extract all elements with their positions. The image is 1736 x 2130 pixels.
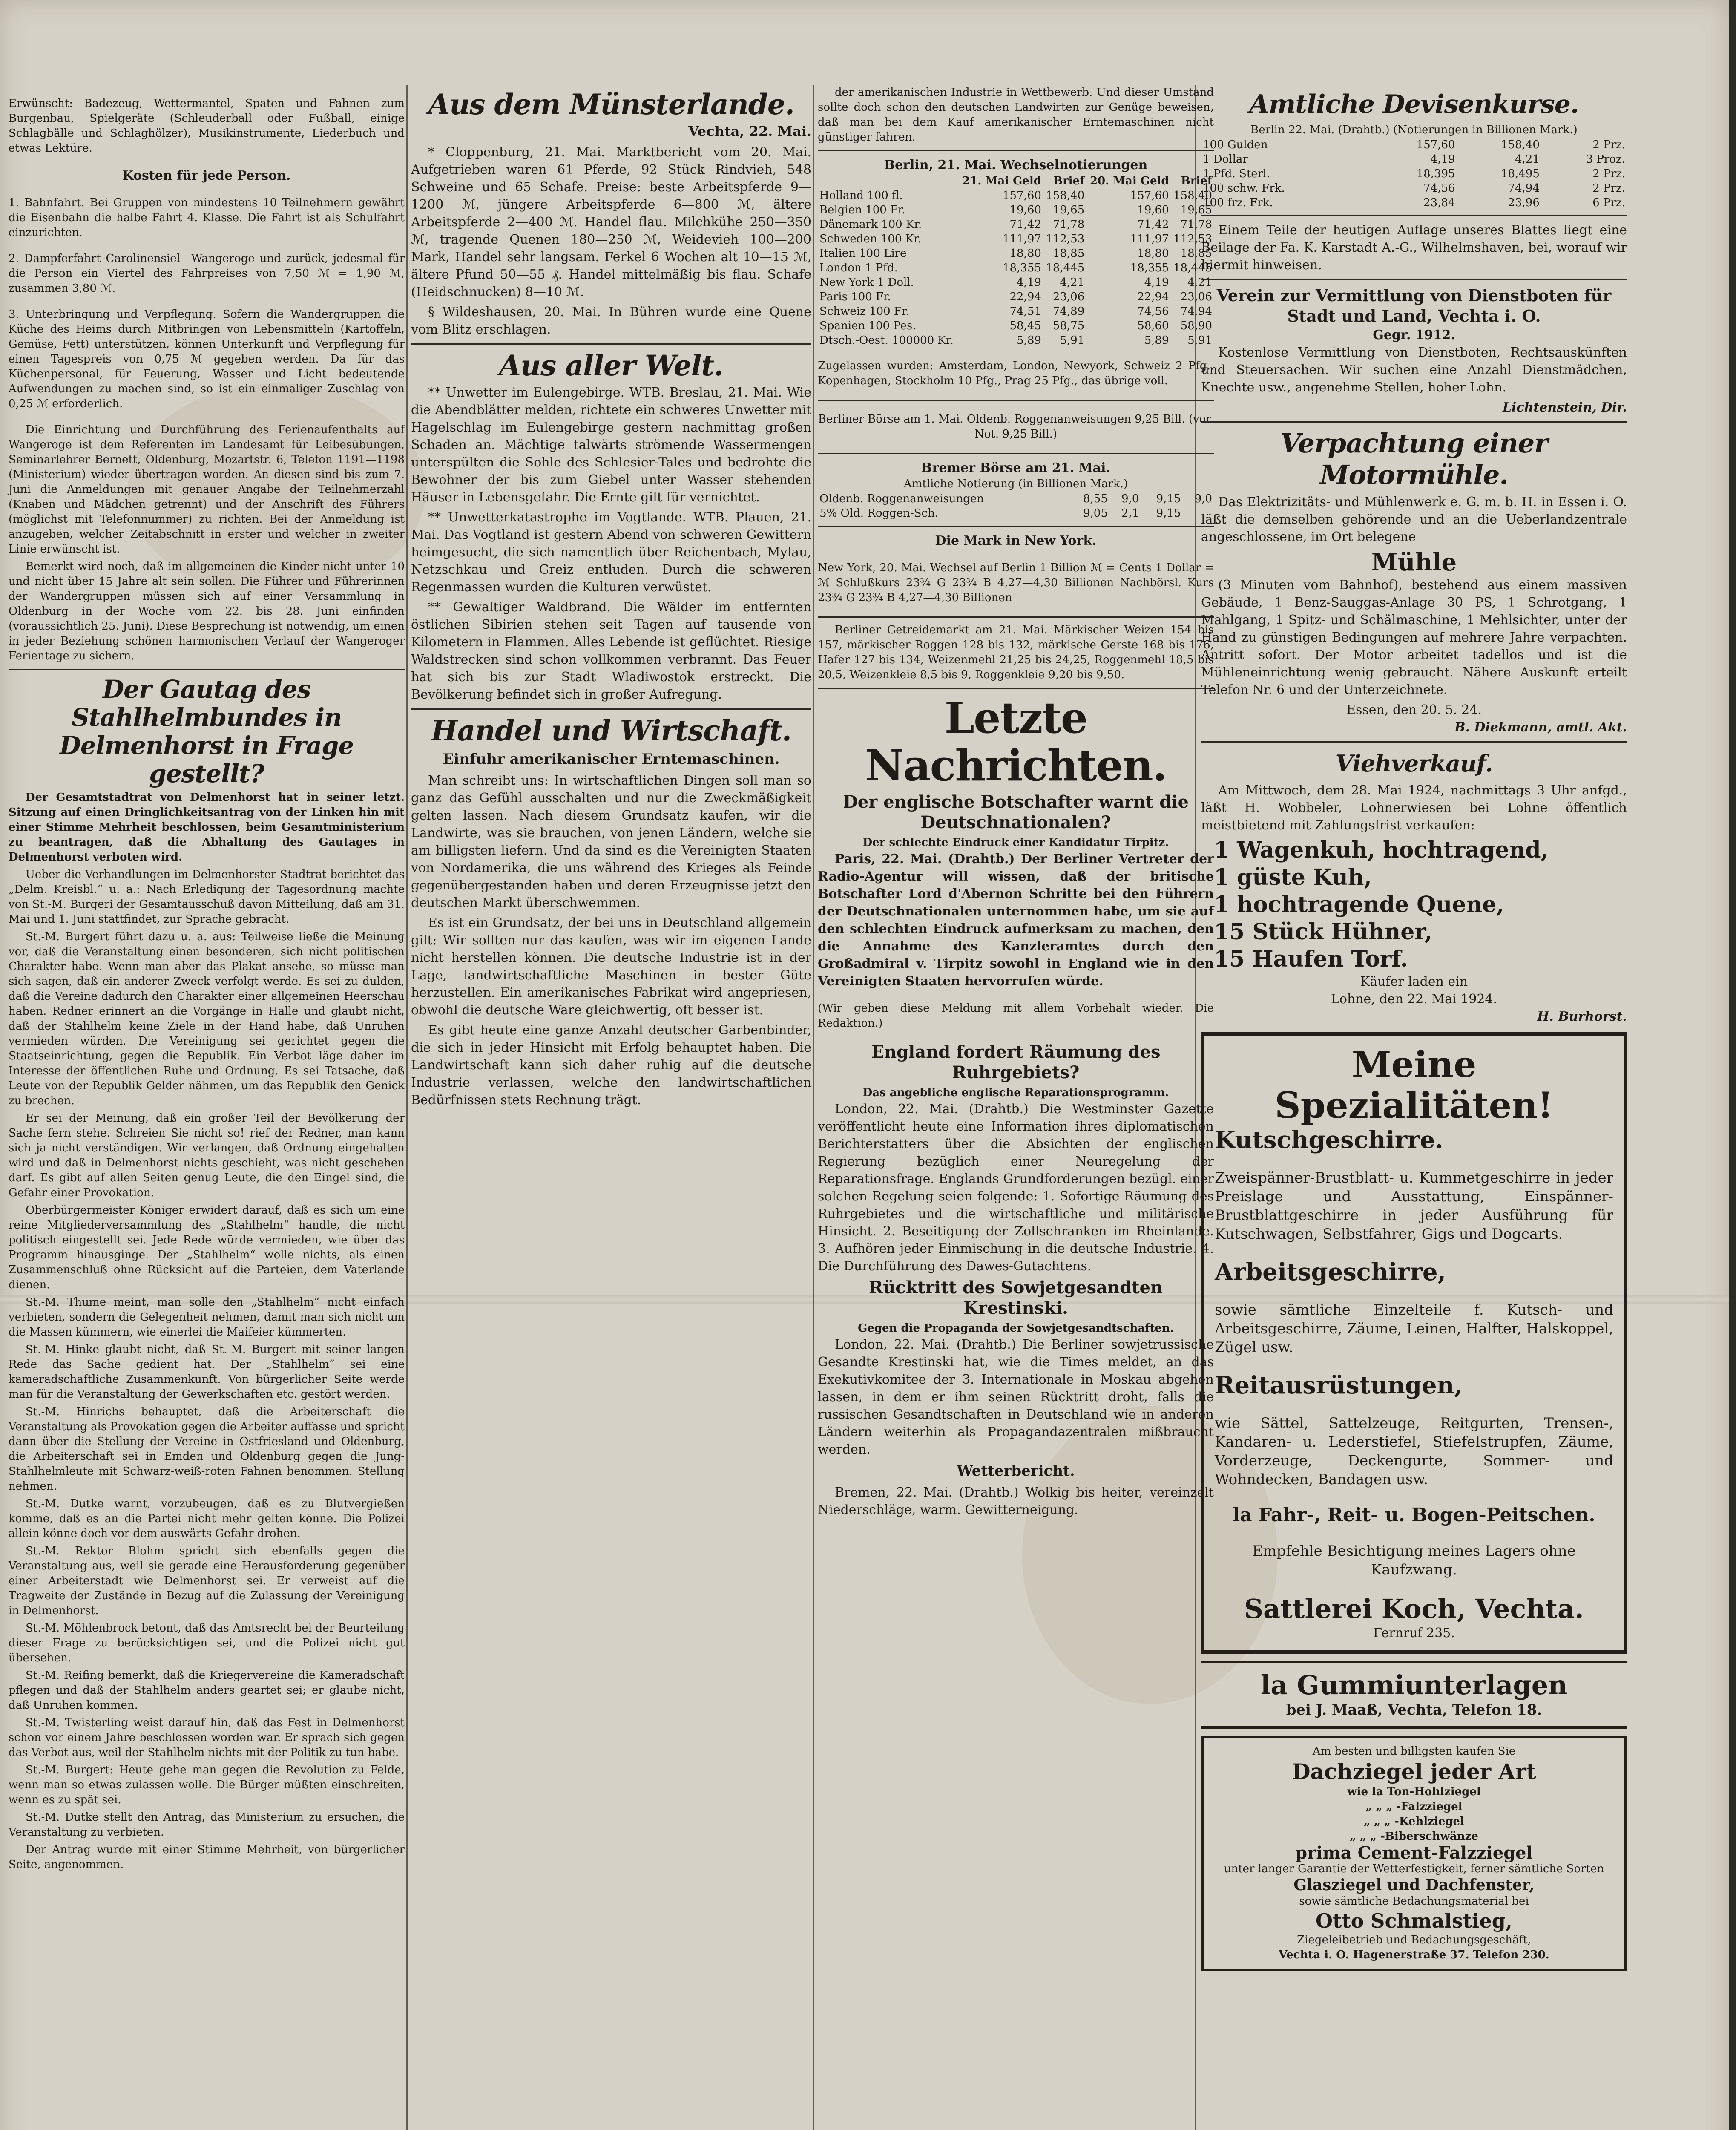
article-text: Erwünscht: Badezeug, Wettermantel, Spaten und Fahnen zum Burgenbau, Spielgeräte (Schleuderball oder Fußball, einige Schlagbälle und Schlaghölzer), Musikinstrumente, Liederbuch und etwas Lektüre. <box>9 97 405 155</box>
table-cell: 18,445 <box>1173 262 1212 274</box>
subheadline: Gegen die Propaganda der Sowjetgesandtschaften. <box>858 1322 1174 1335</box>
exchange-rate-table <box>818 174 1214 348</box>
table-cell: 4,19 <box>1430 153 1455 166</box>
table-cell: Spanien 100 Pes. <box>819 320 916 332</box>
table-cell: Schweden 100 Kr. <box>819 233 921 245</box>
ad-text: Am Mittwoch, dem 28. Mai 1924, nachmittags 3 Uhr anfgd., läßt H. Wobbeler, Lohnerwiesen bei Lohne öffentlich meistbietend mit Zahlungsfrist verkaufen: <box>1201 783 1627 833</box>
table-cell: 18,495 <box>1500 167 1540 180</box>
table-cell: 4,21 <box>1515 153 1540 166</box>
article-text: Man schreibt uns: In wirtschaftlichen Dingen soll man so ganz das Gefühl ausschalten und nur die Zweckmäßigkeit gelten lassen. Nach diesem Grundsatz kaufen, wir die Landwirte, was sie brauchen, von jenen Ländern, welche sie am billigsten liefern. Und da sind es die Vereinigten Staaten von Nordamerika, die uns während des Krieges als Feinde gegenübergestanden haben und deren Erzeugnisse jetzt den deutschen Markt überschwemmen. <box>411 773 811 910</box>
table-cell: 19,60 <box>1009 204 1041 216</box>
ad-title: Meine Spezialitäten! <box>1274 1043 1554 1126</box>
table-cell: 22,94 <box>1009 291 1041 303</box>
table-title: Berlin, 21. Mai. Wechselnotierungen <box>884 158 1148 173</box>
section-heading: Kosten für jede Person. <box>122 168 291 183</box>
ad-heading: Reitausrüstungen, <box>1215 1371 1463 1399</box>
table-body <box>1201 138 1627 210</box>
article-text: Es gibt heute eine ganze Anzahl deutscher Garbenbinder, die sich in jeder Hinsicht mit Erfolg behauptet haben. Die Landwirtschaft kann sich daher ruhig auf die deutsche Industrie verlassen, welche den landwirtschaftlichen Bedürfnissen stets Rechnung trägt. <box>411 1023 811 1108</box>
section-heading: Die Mark in New York. <box>935 533 1097 548</box>
ad-list-item: 15 Haufen Torf. <box>1214 946 1408 972</box>
ad-list-item: wie la Ton-Hohlziegel <box>1347 1785 1481 1798</box>
rubber-pads-advertisement <box>1201 1661 1627 1729</box>
table-cell: 5,89 <box>1017 334 1041 347</box>
exchange-rate-row <box>818 275 1214 290</box>
headline: Aus dem Münsterlande. <box>428 88 794 121</box>
article-text: St.-M. Dutke stellt den Antrag, das Ministerium zu ersuchen, die Veranstaltung zu verbieten. <box>9 1811 405 1839</box>
ad-heading: prima Cement-Falzziegel <box>1295 1843 1533 1863</box>
table-cell: 2 Prz. <box>1592 138 1625 151</box>
devisen-row <box>1201 152 1627 167</box>
table-cell: Holland 100 fl. <box>819 189 903 202</box>
ad-heading: Viehverkauf. <box>1335 750 1493 777</box>
subheadline: Rücktritt des Sowjetgesandten Krestinski. <box>868 1278 1163 1318</box>
table-cell: 18,85 <box>1052 247 1085 260</box>
article-text: Paris, 22. Mai. (Drahtb.) Der Berliner Vertreter der Radio-Agentur will wissen, daß der britische Botschafter Lord d'Abernon Schritte bei den Führern der Deutschnationalen unternommen habe, um sie auf den schlechten Eindruck aufmerksam zu machen, den die Annahme des Kanzleramtes durch den Großadmiral v. Tirpitz sowohl in England wie in den Vereinigten Staaten hervorrufen würde. <box>818 852 1214 989</box>
article-text: Die Einrichtung und Durchführung des Ferienaufenthalts auf Wangeroge ist dem Referenten im Landesamt für Leibesübungen, Seminarlehrer Bernett, Oldenburg, Mozartstr. 6, Telefon 1191—1198 (Ministerium) wieder übertragen worden. An diesen sind bis zum 7. Juni die Anmeldungen mit genauer Angabe der Teilnehmerzahl (Knaben und Mädchen getrennt) und der Anschrift des Führers (möglichst mit Telefonnummer) zu richten. Bei der Anmeldung ist anzugeben, welcher Zeitabschnitt in erster und welcher in zweiter Linie erwünscht ist. <box>9 423 405 556</box>
table-cell: Paris 100 Fr. <box>819 291 891 303</box>
table-cell: 111,97 <box>1002 233 1041 245</box>
table-cell: 5% Old. Roggen-Sch. <box>819 507 939 520</box>
subheadline: Wetterbericht. <box>957 1462 1075 1479</box>
table-cell: 23,96 <box>1508 196 1540 209</box>
table-cell: 111,97 <box>1130 233 1169 245</box>
column-header: 21. Mai Geld <box>962 175 1041 187</box>
article-text: der amerikanischen Industrie in Wettbewerb. Und dieser Umstand sollte doch schon den deutschen Landwirten zur Genüge beweisen, daß man bei dem Kauf amerikanischer Erntemaschinen nicht günstiger fahren. <box>818 86 1214 144</box>
article-text: St.-M. Dutke warnt, vorzubeugen, daß es zu Blutvergießen komme, daß es an die Partei nicht mehr gelten könne. Die Polizei allein könne doch vor dem auswärts Gefahr drohen. <box>9 1497 405 1540</box>
section-heading: Bremer Börse am 21. Mai. <box>921 461 1110 475</box>
ad-text: unter langer Garantie der Wetterfestigkeit, ferner sämtliche Sorten <box>1224 1862 1604 1875</box>
divider <box>9 669 405 670</box>
table-cell: 23,06 <box>1180 291 1212 303</box>
table-cell: 157,60 <box>1130 189 1169 202</box>
table-cell: Italien 100 Lire <box>819 247 907 260</box>
headline: Der Gautag des Stahlhelmbundes in Delmenhorst in Frage gestellt? <box>59 675 354 788</box>
article-text: Der Antrag wurde mit einer Stimme Mehrheit, von bürgerlicher Seite, angenommen. <box>9 1843 405 1871</box>
ad-date: Essen, den 20. 5. 24. <box>1346 702 1482 717</box>
exchange-rate-row <box>818 290 1214 304</box>
article-text: ** Gewaltiger Waldbrand. Die Wälder im entfernten östlichen Sibirien stehen seit Tagen auf tausende von Kilometern in Flammen. Alles Lebende ist geflüchtet. Riesige Waldstrecken sind schon vollkommen verbrannt. Das Feuer hat sich bis zur Stadt Wladiwostok erstreckt. Die Bevölkerung befindet sich in großer Aufregung. <box>411 600 811 702</box>
list-item: 1. Bahnfahrt. Bei Gruppen von mindestens 10 Teilnehmern gewährt die Eisenbahn die halbe Fahrt 4. Klasse. Die Fahrt ist als Schulfahrt einzurichten. <box>9 196 405 239</box>
table-cell: 58,45 <box>1009 320 1041 332</box>
table-cell: 4,21 <box>1187 276 1212 289</box>
subheadline: Der schlechte Eindruck einer Kandidatur Tirpitz. <box>862 836 1169 849</box>
ad-phone: Fernruf 235. <box>1373 1626 1455 1641</box>
table-cell: 1 Pfd. Sterl. <box>1203 167 1270 180</box>
column-3 <box>818 85 1214 2130</box>
exchange-rate-row <box>818 333 1214 348</box>
ad-list-item: „ „ „ -Kehlziegel <box>1364 1815 1464 1828</box>
table-cell: 5,89 <box>1144 334 1169 347</box>
article-text: St.-M. Burgert: Heute gehe man gegen die Revolution zu Felde, wenn man so etwas zulassen wolle. Die Bürger müßten einschreiten, wenn es zu spät sei. <box>9 1764 405 1806</box>
table-body <box>818 188 1214 348</box>
table-cell: 8,55 <box>1083 492 1108 505</box>
article-text: Bremen, 22. Mai. (Drahtb.) Wolkig bis heiter, vereinzelt Niederschläge, warm. Gewitterneigung. <box>818 1485 1214 1517</box>
exchange-rate-row <box>818 304 1214 319</box>
table-cell: 112,53 <box>1046 233 1085 245</box>
devisen-row <box>1201 196 1627 210</box>
headline: Amtliche Devisenkurse. <box>1249 89 1579 119</box>
table-cell: 74,94 <box>1508 182 1540 195</box>
ad-subheading: Gegr. 1912. <box>1373 328 1455 343</box>
ad-keyword: Mühle <box>1371 548 1457 576</box>
article-text: St.-M. Burgert führt dazu u. a. aus: Teilweise ließe die Meinung vor, daß die Veranstaltung einen besonderen, sich nicht politischen Charakter habe. Wenn man aber das Plakat ansehe, so müsse man sich sagen, daß ein anderer Zweck verfolgt werde. Es sei zu dulden, daß die Vereine dadurch den Charakter einer allgemeinen Heerschau haben. Redner erinnert an die Vorgänge in Halle und glaubt nicht, daß der Stahlhelm keine Ziele in der Hand habe, daß Unruhen vermieden würden. Die Vereinigung sei gerichtet gegen die Staatseinrichtung, gegen die Republik. Ein Verbot läge daher im Interesse der öffentlichen Ruhe und Ordnung. Es sei Tatsache, daß Leute von der Republik Gelder nähmen, um das Republik den Genick zu brechen. <box>9 930 405 1107</box>
table-cell: 18,85 <box>1180 247 1212 260</box>
table-cell: 74,94 <box>1180 305 1212 318</box>
divider <box>411 343 811 345</box>
roof-tile-advertisement <box>1201 1736 1627 1971</box>
divider <box>1201 741 1627 743</box>
divider <box>1201 421 1627 423</box>
divider <box>1201 215 1627 216</box>
table-cell: 71,78 <box>1052 218 1085 231</box>
devisen-row <box>1201 181 1627 196</box>
bremen-row <box>818 506 1214 521</box>
table-header-row <box>818 174 1214 188</box>
ad-text: sowie sämtliche Einzelteile f. Kutsch- und Arbeitsgeschirre, Zäume, Leinen, Halfter, Halskoppel, Zügel usw. <box>1215 1301 1613 1356</box>
divider <box>411 708 811 710</box>
table-cell: 9,0 <box>1194 492 1212 505</box>
table-cell: 18,395 <box>1416 167 1455 180</box>
article-text: St.-M. Thume meint, man solle den „Stahlhelm“ nicht einfach verbieten, sondern die Gelegenheit nehmen, damit man sich nicht um die Massen kümmern, wie einerlei die Maifeier kümmerten. <box>9 1296 405 1338</box>
table-cell: 18,80 <box>1009 247 1041 260</box>
column-header <box>818 174 959 188</box>
table-cell: Dänemark 100 Kr. <box>819 218 922 231</box>
page-edge <box>1729 0 1736 2130</box>
table-cell: 3 Proz. <box>1586 153 1625 166</box>
table-cell: 9,05 <box>1083 507 1108 520</box>
divider <box>818 526 1214 527</box>
table-cell: London 1 Pfd. <box>819 262 898 274</box>
article-text: St.-M. Hinke glaubt nicht, daß St.-M. Burgert mit seiner langen Rede das Sache gedient hat. Der „Stahlhelm“ sei eine kameradschaftliche Zusammenkunft. Von bürgerlicher Seite werde man für die Veranstaltung der Gewerkschaften etc. gestört werden. <box>9 1343 405 1401</box>
ad-list-item: „ „ „ -Falzziegel <box>1365 1800 1463 1813</box>
exchange-rate-row <box>818 246 1214 261</box>
column-4 <box>1201 85 1627 2130</box>
table-cell: 19,60 <box>1137 204 1169 216</box>
column-header: Brief <box>1053 175 1085 187</box>
section-subheading: Berlin 22. Mai. (Drahtb.) (Notierungen in Billionen Mark.) <box>1250 124 1578 136</box>
article-text: ** Unwetterkatastrophe im Vogtlande. WTB. Plauen, 21. Mai. Das Vogtland ist gestern Abend von schweren Gewittern heimgesucht, die sich namentlich über Reichenbach, Mylau, Netzschkau und Greiz entluden. Durch die schweren Regenmassen wurden die Kulturen verwüstet. <box>411 510 811 595</box>
article-text: London, 22. Mai. (Drahtb.) Die Westminster Gazette veröffentlicht heute eine Information ihres diplomatischen Berichterstatters über die Absichten der englischen Regierung bezüglich einer Neuregelung der Reparationsfrage. Englands Grundforderungen bezügl. einer solchen Regelung seien folgende: 1. Sofortige Räumung des Ruhrgebietes und die wirtschaftliche und militärische Hinsicht. 2. Beseitigung der Zollschranken im Rheinlande. 3. Aufhören jeder Einmischung in die deutsche Industrie. 4. Die Durchführung des Dawes-Gutachtens. <box>818 1102 1214 1274</box>
bremen-row <box>818 492 1214 506</box>
table-cell: 4,19 <box>1144 276 1169 289</box>
table-cell: 100 schw. Frk. <box>1203 182 1285 195</box>
ad-text: Käufer laden ein <box>1360 974 1468 989</box>
table-cell: 2 Prz. <box>1592 167 1625 180</box>
table-body <box>818 492 1214 521</box>
article-text: Oberbürgermeister Königer erwidert darauf, daß es sich um eine reine Mitgliederversammlung des „Stahlhelm“ handle, die nicht politisch eingestellt sei. Jede Rede würde vermieden, wie über das Programm hinausginge. Der „Stahlhelm“ wolle nichts, als einen Zusammenschluß ohne Rücksicht auf die Parteien, dem Vaterlande dienen. <box>9 1204 405 1291</box>
table-cell: 58,60 <box>1137 320 1169 332</box>
table-cell: 2,1 <box>1121 507 1139 520</box>
ad-heading: Verein zur Vermittlung von Dienstboten für Stadt und Land, Vechta i. O. <box>1216 286 1612 325</box>
exchange-rate-row <box>818 232 1214 246</box>
ad-text: Empfehle Besichtigung meines Lagers ohne Kaufzwang. <box>1252 1543 1576 1578</box>
article-text: St.-M. Reifing bemerkt, daß die Kriegervereine die Kameradschaft pflegen und daß der Stahlhelm anders geartet sei; er glaube nicht, daß Unruhen kommen. <box>9 1669 405 1712</box>
ad-heading: Dachziegel jeder Art <box>1292 1759 1536 1784</box>
table-cell: 19,65 <box>1180 204 1212 216</box>
devisen-row <box>1201 138 1627 152</box>
editor-note: (Wir geben diese Meldung mit allem Vorbehalt wieder. Die Redaktion.) <box>818 1002 1214 1030</box>
exchange-rate-row <box>818 319 1214 333</box>
column-header: 20. Mai Geld <box>1089 175 1169 187</box>
ad-text: (3 Minuten vom Bahnhof), bestehend aus einem massiven Gebäude, 1 Benz-Sauggas-Anlage 30 PS, 1 Schrotgang, 1 Mahlgang, 1 Spitz- und Schälmaschine, 1 Mehlsichter, unter der Hand zu günstigen Bedingungen auf mehrere Jahre verpachten. Antritt sofort. Der Motor arbeitet tadellos und ist die Mühleneinrichtung wenig gebraucht. Nähere Auskunft erteilt Telefon Nr. 6 und der Unterzeichnete. <box>1201 578 1627 697</box>
table-cell: 157,60 <box>1002 189 1041 202</box>
saddlery-advertisement <box>1201 1032 1627 1654</box>
article-text: New York, 20. Mai. Wechsel auf Berlin 1 Billion ℳ = Cents 1 Dollar = ℳ Schlußkurs 23¾ G 23¾ B 4,27—4,30 Billionen Nachbörsl. Kurs 23¾ G 23¾ B 4,27—4,30 Billionen <box>818 561 1214 604</box>
table-cell: 18,80 <box>1137 247 1169 260</box>
ad-text: Zweispänner-Brustblatt- u. Kummetgeschirre in jeder Preislage und Ausstattung, Einspänner-Brustblattgeschirre in jeder Ausführung für Kutschwagen, Selbstfahrer, Gigs und Dogcarts. <box>1215 1169 1613 1243</box>
table-note: Zugelassen wurden: Amsterdam, London, Newyork, Schweiz 2 Pfg., Kopenhagen, Stockholm 10 Pfg., Prag 25 Pfg., das übrige voll. <box>818 360 1214 387</box>
divider <box>818 400 1214 401</box>
article-text: Es ist ein Grundsatz, der bei uns in Deutschland allgemein gilt: Wir sollten nur das kaufen, was wir im eigenen Lande nicht herstellen können. Die deutsche Industrie ist in der Lage, landwirtschaftliche Maschinen in bester Güte herzustellen. Ein amerikanisches Fabrikat wird angepriesen, obwohl die deutsche Ware gleichwertig, oft besser ist. <box>411 915 811 1018</box>
table-cell: 2 Prz. <box>1592 182 1625 195</box>
ad-company: Sattlerei Koch, Vechta. <box>1244 1593 1584 1624</box>
table-cell: 100 frz. Frk. <box>1203 196 1273 209</box>
table-cell: 71,42 <box>1009 218 1041 231</box>
table-cell: 5,91 <box>1187 334 1212 347</box>
table-cell: 158,40 <box>1046 189 1085 202</box>
headline: Aus aller Welt. <box>499 349 724 382</box>
table-cell: 74,56 <box>1137 305 1169 318</box>
exchange-rate-row <box>818 261 1214 275</box>
devisen-table <box>1201 138 1627 210</box>
subheadline: Einfuhr amerikanischer Erntemaschinen. <box>443 751 780 768</box>
table-cell: 18,355 <box>1002 262 1041 274</box>
table-cell: 9,15 <box>1156 507 1181 520</box>
ad-text: Ziegeleibetrieb und Bedachungsgeschäft, <box>1297 1934 1531 1946</box>
table-cell: 1 Dollar <box>1203 153 1248 166</box>
ad-heading: Verpachtung einer Motormühle. <box>1280 428 1548 490</box>
table-cell: 74,51 <box>1009 305 1041 318</box>
table-cell: 4,19 <box>1017 276 1041 289</box>
table-cell: 23,84 <box>1423 196 1455 209</box>
column-rule <box>406 85 408 2130</box>
headline: Letzte Nachrichten. <box>865 693 1167 791</box>
divider <box>1201 279 1627 280</box>
article-text: St.-M. Rektor Blohm spricht sich ebenfalls gegen die Veranstaltung aus, weil sie gerade eine Herausforderung gegenüber einer Arbeiterstadt wie Delmenhorst sei. Er verweist auf die Tragweite der Zustände in Bezug auf die Zulassung der Vereinigung in Delmenhorst. <box>9 1545 405 1617</box>
table-cell: 5,91 <box>1060 334 1085 347</box>
article-text: St.-M. Twisterling weist darauf hin, daß das Fest in Delmenhorst schon vor einem Jahre beschlossen worden war. Er sprach sich gegen das Verbot aus, weil der Stahlhelm nichts mit der Politik zu tun habe. <box>9 1716 405 1759</box>
list-item: 2. Dampferfahrt Carolinensiel—Wangeroge und zurück, jedesmal für die Person ein Viertel des Fahrpreises von 7,50 ℳ = 1,90 ℳ, zusammen 3,80 ℳ. <box>9 252 405 295</box>
table-cell: Oldenb. Roggenanweisungen <box>819 492 984 505</box>
ad-heading: la Fahr-, Reit- u. Bogen-Peitschen. <box>1233 1504 1595 1526</box>
headline: Handel und Wirtschaft. <box>431 714 791 747</box>
ad-heading: Kutschgeschirre. <box>1215 1126 1443 1154</box>
divider <box>818 616 1214 618</box>
ad-list-item: 1 hochtragende Quene, <box>1214 892 1504 918</box>
article-text: Berliner Börse am 1. Mai. Oldenb. Roggenanweisungen 9,25 Bill. (vor. Not. 9,25 Bill.) <box>818 413 1214 440</box>
exchange-rate-row <box>818 203 1214 217</box>
table-cell: 58,75 <box>1052 320 1085 332</box>
exchange-rate-row <box>818 188 1214 203</box>
table-cell: 9,0 <box>1121 492 1139 505</box>
ad-list-item: „ „ „ -Biberschwänze <box>1350 1830 1478 1843</box>
table-cell: 157,60 <box>1416 138 1455 151</box>
table-cell: Dtsch.-Oest. 100000 Kr. <box>819 334 954 347</box>
subheadline: England fordert Räumung des Ruhrgebiets? <box>871 1042 1161 1082</box>
divider <box>818 453 1214 454</box>
ad-heading: Glasziegel und Dachfenster, <box>1293 1876 1535 1894</box>
table-cell: 6 Prz. <box>1592 196 1625 209</box>
ad-text: sowie sämtliche Bedachungsmaterial bei <box>1299 1895 1529 1908</box>
exchange-rate-row <box>818 217 1214 232</box>
ad-heading: la Gummiunterlagen <box>1260 1669 1568 1701</box>
article-text: ** Unwetter im Eulengebirge. WTB. Breslau, 21. Mai. Wie die Abendblätter melden, richtete ein schweres Unwetter mit Hagelschlag im Eulengebirge gestern nachmittag großen Schaden an. Mächtige talwärts strömende Wassermengen unterspülten die Sohle des Schlesier-Tales und bedrohte die Bewohner der bis zum Giebel unter Wasser stehenden Häuser in Lebensgefahr. Die Ernte gilt für vernichtet. <box>411 385 811 505</box>
table-cell: Schweiz 100 Fr. <box>819 305 909 318</box>
table-cell: 9,15 <box>1156 492 1181 505</box>
subheadline: Das angebliche englische Reparationsprogramm. <box>862 1086 1169 1099</box>
column-rule <box>813 85 814 2130</box>
table-cell: 23,06 <box>1052 291 1085 303</box>
divider <box>818 150 1214 151</box>
dateline: Vechta, 22. Mai. <box>688 123 811 139</box>
ad-text: wie Sättel, Sattelzeuge, Reitgurten, Trensen-, Kandaren- u. Lederstiefel, Stiefelstrupfen, Zäume, Vorderzeuge, Deckengurte, Sommer- und Wohndecken, Bandagen usw. <box>1215 1415 1613 1488</box>
notice-text: Einem Teile der heutigen Auflage unseres Blattes liegt eine Beilage der Fa. K. Karstadt A.-G., Wilhelmshaven, bei, worauf wir hiermit hinweisen. <box>1201 223 1627 273</box>
article-text: Bemerkt wird noch, daß im allgemeinen die Kinder nicht unter 10 und nicht über 15 Jahre alt sein sollen. Die Führer und Führerinnen der Wandergruppen müssen sich auf einer Versammlung in Oldenburg in der Woche vom 22. bis 28. Juni einfinden (voraussichtlich 25. Juni). Diese Besprechung ist notwendig, um einen in jeder Beziehung schönen harmonischen Verlauf der Wangeroger Ferientage zu sichern. <box>9 560 405 662</box>
table-cell: 18,445 <box>1046 262 1085 274</box>
list-item: 3. Unterbringung und Verpflegung. Sofern die Wandergruppen die Küche des Heims durch Mitbringen von Lebensmitteln (Kartoffeln, Gemüse, Fett) unterstützen, können Unterkunft und Verpflegung für einen Tagespreis von 0,75 ℳ gegeben werden. Da für das Küchenpersonal, für Feuerung, Wasser und Licht bedeutende Aufwendungen zu machen sind, so ist ein einmaliger Zuschlag von 0,25 ℳ erforderlich. <box>9 308 405 410</box>
signature: H. Burhorst. <box>1537 1009 1627 1024</box>
table-cell: Belgien 100 Fr. <box>819 204 905 216</box>
table-cell: 22,94 <box>1137 291 1169 303</box>
ad-company: Otto Schmalstieg, <box>1316 1909 1512 1932</box>
article-text: * Cloppenburg, 21. Mai. Marktbericht vom 20. Mai. Aufgetrieben waren 61 Pferde, 92 Stück Rindvieh, 548 Schweine und 65 Schafe. Preise: beste Arbeitspferde 9—1200 ℳ, jüngere Arbeitspferde 6—800 ℳ, ältere Arbeitspferde 2—400 ℳ. Handel flau. Milchkühe 250—350 ℳ, tragende Quenen 180—250 ℳ, Weidevieh 100—200 Mark, Handel sehr langsam. Ferkel 6 Wochen alt 10—15 ℳ, ältere Pfund 50—55 ₰. Handel mittelmäßig bis flau. Schafe (Heidschnucken) 8—10 ℳ. <box>411 145 811 299</box>
ad-text: Am besten und billigsten kaufen Sie <box>1312 1745 1516 1758</box>
ad-date: Lohne, den 22. Mai 1924. <box>1331 992 1497 1007</box>
section-subheading: Amtliche Notierung (in Billionen Mark.) <box>903 478 1128 490</box>
ad-address: Vechta i. O. Hagenerstraße 37. Telefon 230. <box>1279 1949 1549 1961</box>
article-text: Er sei der Meinung, daß ein großer Teil der Bevölkerung der Sache fern stehe. Schreien Sie nicht so! rief der Redner, man kann sich ja nicht verständigen. Wir verlangen, daß Ordnung eingehalten wird und daß in Delmenhorst nichts geschieht, was nicht geschehen darf. Es gibt auf allen Seiten genug Leute, die den Eingel sind, die Gefahr einer Provokation. <box>9 1112 405 1199</box>
column-1 <box>9 85 405 2130</box>
table-cell: 100 Gulden <box>1203 138 1268 151</box>
ad-text: Das Elektrizitäts- und Mühlenwerk e. G. m. b. H. in Essen i. O. läßt die demselben gehörende und an die Ueberlandzentrale angeschlossene, im Ort belegene <box>1201 495 1627 544</box>
article-text: St.-M. Hinrichs behauptet, daß die Arbeiterschaft die Veranstaltung als Provokation gegen die Arbeiter auffasse und spricht dann über die Stellung der Vereine in Ostfriesland und Oldenburg, die Arbeiterschaft sei in Emden und Oldenburg gegen die Jung-Stahlhelmleute mit Schwarz-weiß-roten Fahnen benommen. Stellung nehmen. <box>9 1405 405 1493</box>
article-text: Ueber die Verhandlungen im Delmenhorster Stadtrat berichtet das „Delm. Kreisbl.“ u. a.: Nach Erledigung der Tagesordnung machte von St.-M. Burgeri der Gesamtausschuß davon Mitteilung, daß am 31. Mai und 1. Juni stattfindet, zur Sprache gebracht. <box>9 868 405 926</box>
article-text: London, 22. Mai. (Drahtb.) Die Berliner sowjetrussische Gesandte Krestinski hat, wie die Times meldet, an das Exekutivkomitee der 3. Internationale in Moskau abgehen lassen, in dem er ihm seinen Rücktritt droht, falls die russischen Gesandtschaften in Deutschland wie in anderen Ländern weiterhin als Propagandazentralen mißbraucht werden. <box>818 1337 1214 1457</box>
table-cell: 74,89 <box>1052 305 1085 318</box>
table-cell: 112,53 <box>1173 233 1212 245</box>
ad-list-item: 1 Wagenkuh, hochtragend, <box>1214 837 1549 863</box>
table-cell: 4,21 <box>1060 276 1085 289</box>
table-cell: 158,40 <box>1173 189 1212 202</box>
article-text: St.-M. Möhlenbrock betont, daß das Amtsrecht bei der Beurteilung dieser Frage zu berücksichtigen sei, und die Polizei nicht gut übersehen. <box>9 1622 405 1664</box>
subheadline: Der englische Botschafter warnt die Deutschnationalen? <box>843 792 1189 832</box>
ad-list-item: 15 Stück Hühner, <box>1214 919 1432 945</box>
table-cell: 19,65 <box>1052 204 1085 216</box>
lead-text: Der Gesamtstadtrat von Delmenhorst hat in seiner letzt. Sitzung auf einen Dringlichkeitsantrag von der Linken hin mit einer Stimme Mehrheit beschlossen, beim Gesamtministerium zu beantragen, daß die Abhaltung des Gautages in Delmenhorst verboten wird. <box>9 791 405 864</box>
table-cell: 71,78 <box>1180 218 1212 231</box>
table-cell: 18,355 <box>1130 262 1169 274</box>
table-cell: 71,42 <box>1137 218 1169 231</box>
ad-text: Kostenlose Vermittlung von Dienstboten, Rechtsauskünften und Steuersachen. Wir suchen eine Anzahl Dienstmädchen, Knechte usw., angenehme Stellen, hoher Lohn. <box>1201 345 1627 395</box>
table-cell: 58,90 <box>1180 320 1212 332</box>
table-cell: 74,56 <box>1423 182 1455 195</box>
column-header: Brief <box>1181 175 1212 187</box>
divider <box>818 688 1214 689</box>
signature: B. Diekmann, amtl. Akt. <box>1454 720 1627 735</box>
column-2 <box>411 85 811 2130</box>
ad-text: bei J. Maaß, Vechta, Telefon 18. <box>1286 1701 1542 1718</box>
ad-heading: Arbeitsgeschirre, <box>1215 1258 1446 1286</box>
table-cell: 158,40 <box>1500 138 1540 151</box>
article-text: Berliner Getreidemarkt am 21. Mai. Märkischer Weizen 154 bis 157, märkischer Roggen 128 bis 132, märkische Gerste 168 bis 176, Hafer 127 bis 134, Weizenmehl 21,25 bis 24,25, Roggenmehl 18,5 bis 20,5, Weizenkleie 8,5 bis 9, Roggenkleie 9,20 bis 9,50. <box>818 624 1214 681</box>
ad-list-item: 1 güste Kuh, <box>1214 864 1372 890</box>
signature: Lichtenstein, Dir. <box>1502 400 1627 415</box>
table-cell: New York 1 Doll. <box>819 276 914 289</box>
devisen-row <box>1201 167 1627 181</box>
bremen-table <box>818 492 1214 521</box>
article-text: § Wildeshausen, 20. Mai. In Bühren wurde eine Quene vom Blitz erschlagen. <box>411 305 811 337</box>
